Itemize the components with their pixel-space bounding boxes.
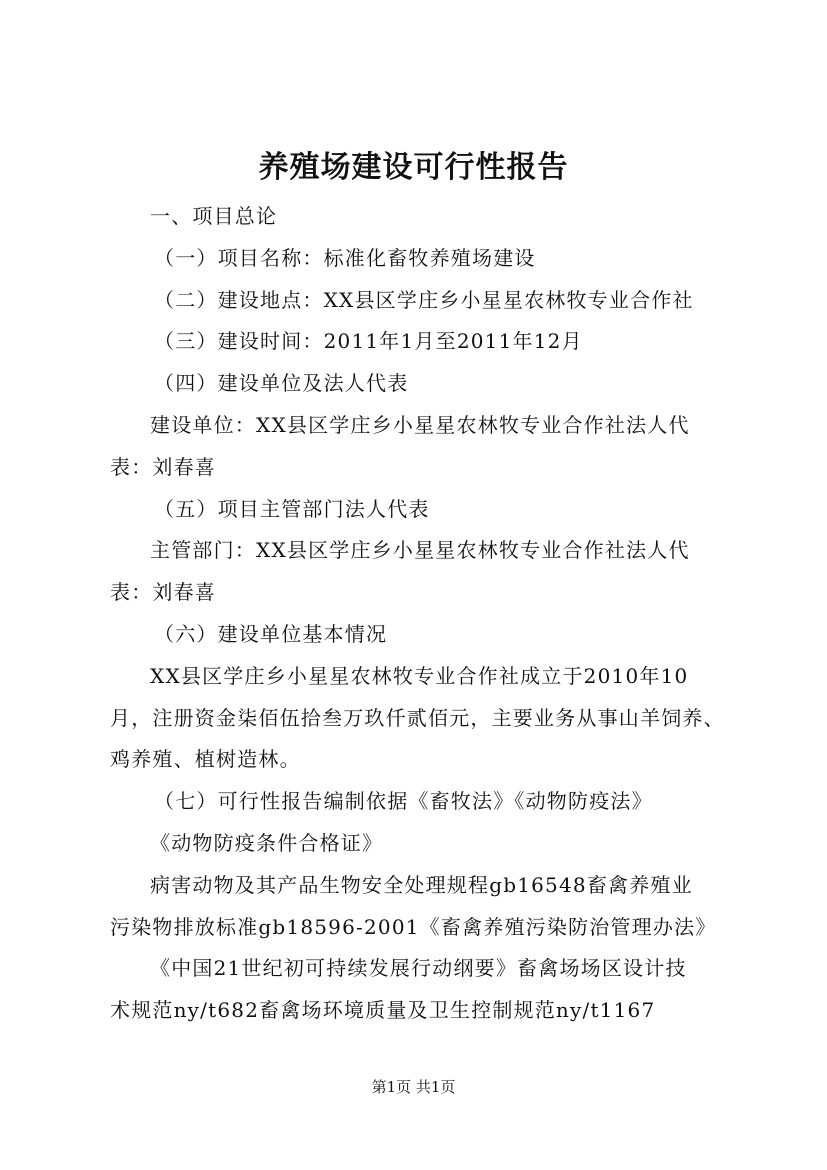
unit-basic-info-line-cont: 月，注册资金柒佰伍拾叁万玖仟贰佰元，主要业务从事山羊饲养、 — [110, 705, 725, 730]
basis-line-5: 术规范ny/t682畜禽场环境质量及卫生控制规范ny/t1167 — [110, 998, 656, 1023]
basis-line-2: 病害动物及其产品生物安全处理规程gb16548畜禽养殖业 — [150, 872, 693, 897]
unit-basic-info-line: XX县区学庄乡小星星农林牧专业合作社成立于2010年10 — [150, 663, 689, 688]
unit-basic-info-line-end: 鸡养殖、植树造林。 — [110, 747, 301, 772]
basis-line-4: 《中国21世纪初可持续发展行动纲要》畜禽场场区设计技 — [150, 956, 687, 981]
construction-site-line: （二）建设地点：XX县区学庄乡小星星农林牧专业合作社 — [154, 287, 694, 312]
page-footer: 第1页 共1页 — [371, 1078, 456, 1096]
basis-line-1: 《动物防疫条件合格证》 — [150, 830, 384, 855]
basis-line-3: 污染物排放标准gb18596-2001《畜禽养殖污染防治管理办法》 — [110, 914, 717, 939]
project-name-line: （一）项目名称：标准化畜牧养殖场建设 — [154, 245, 536, 270]
document-title: 养殖场建设可行性报告 — [258, 150, 569, 185]
construction-unit-line: 建设单位：XX县区学庄乡小星星农林牧专业合作社法人代 — [150, 412, 690, 437]
section-heading-overview: 一、项目总论 — [150, 204, 278, 228]
unit-basic-info-heading: （六）建设单位基本情况 — [154, 621, 388, 646]
authority-line: 主管部门：XX县区学庄乡小星星农林牧专业合作社法人代 — [150, 538, 690, 563]
construction-time-line: （三）建设时间：2011年1月至2011年12月 — [154, 329, 583, 354]
construction-unit-line-cont: 表：刘春喜 — [110, 454, 216, 479]
authority-heading: （五）项目主管部门法人代表 — [154, 496, 430, 521]
construction-unit-heading: （四）建设单位及法人代表 — [154, 371, 409, 396]
document-body — [110, 196, 725, 1032]
authority-line-cont: 表：刘春喜 — [110, 580, 216, 605]
basis-heading: （七）可行性报告编制依据《畜牧法》《动物防疫法》 — [154, 789, 653, 814]
